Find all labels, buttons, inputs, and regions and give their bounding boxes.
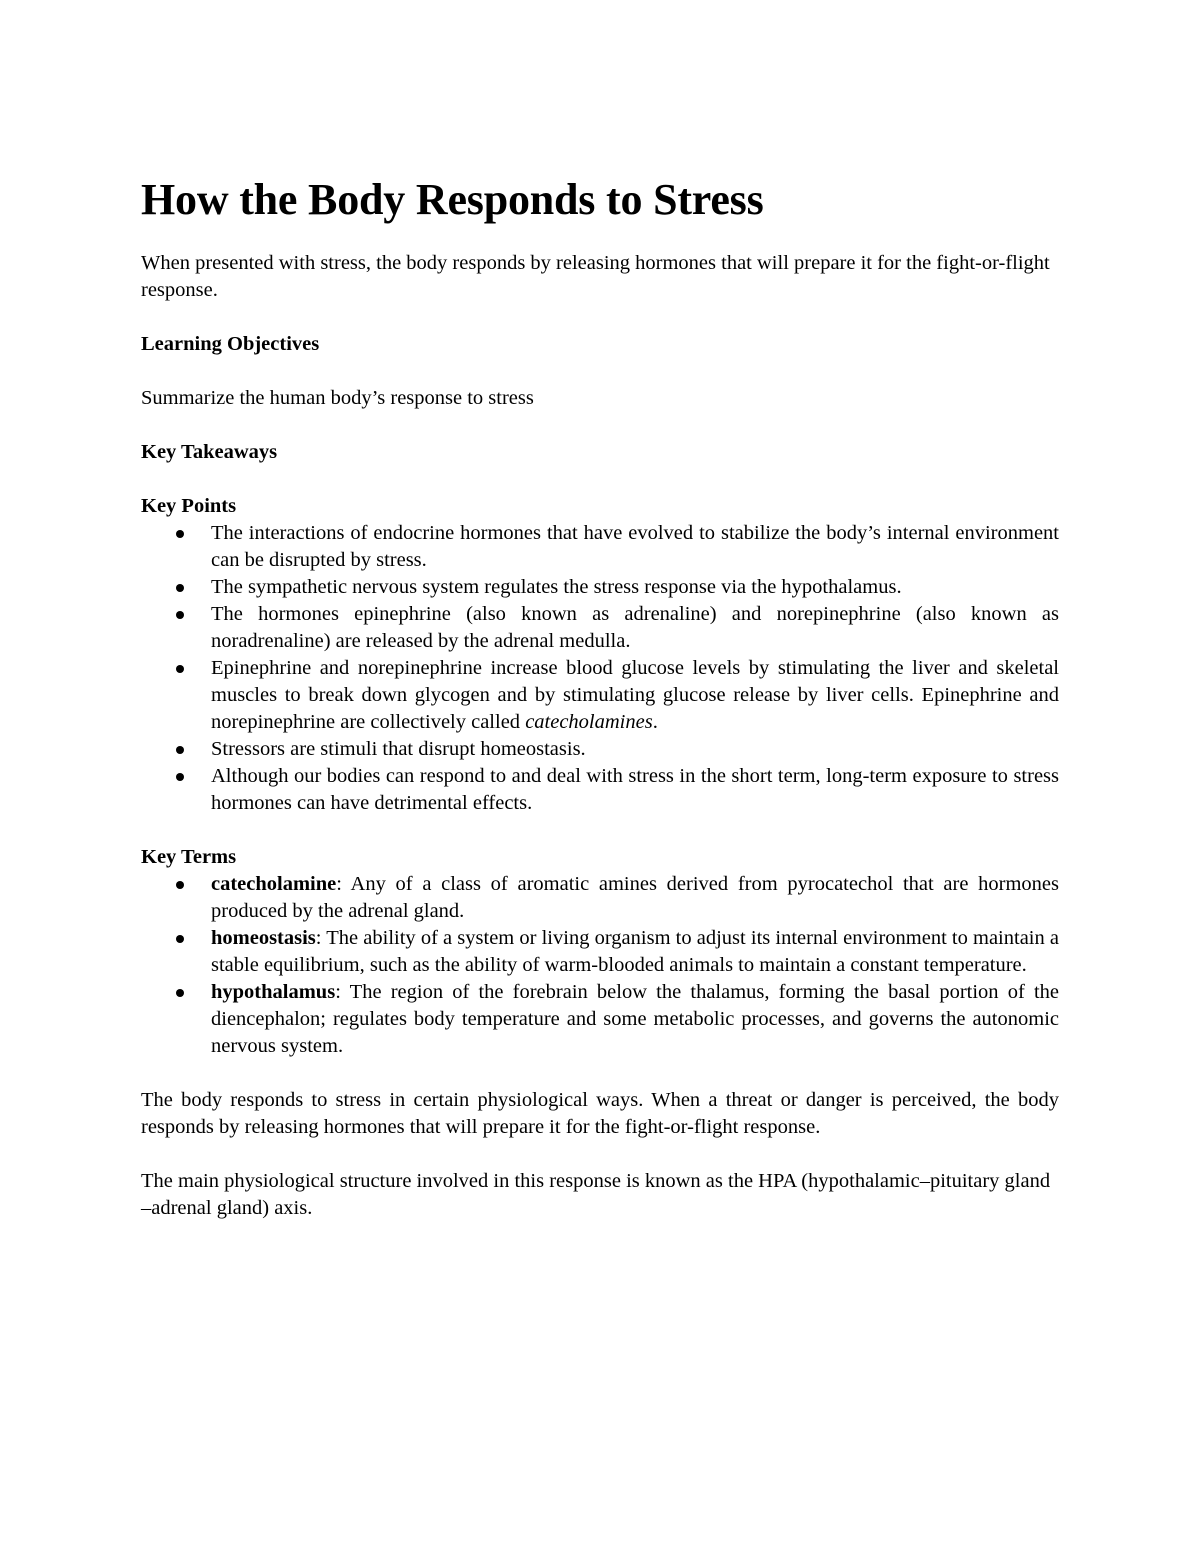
key-points-heading: Key Points [141, 495, 237, 517]
bullet-icon [176, 584, 184, 592]
key-point-end: . [652, 711, 658, 733]
key-term-item [141, 925, 1059, 979]
bullet-icon [176, 773, 184, 781]
body-paragraph: The body responds to stress in certain physiological ways. When a threat or danger is perceived, the body responds by releasing hormones that will prepare it for the fight-or-flight response. [141, 1089, 1059, 1138]
key-term-definition: : The region of the forebrain below the thalamus, forming the basal portion of the diencephalon; regulates body temperature and some metabolic processes, and governs the autonomic nervous system. [211, 981, 1059, 1057]
key-term-definition: : Any of a class of aromatic amines derived from pyrocatechol that are hormones produced by the adrenal gland. [211, 873, 1059, 922]
key-point-item [141, 763, 1059, 817]
bullet-icon [176, 989, 184, 997]
key-term-name: hypothalamus [211, 981, 336, 1003]
bullet-icon [176, 746, 184, 754]
key-term-name: homeostasis [211, 927, 316, 949]
key-point-text: The interactions of endocrine hormones that have evolved to stabilize the body’s internal environment can be disrupted by stress. [211, 522, 1059, 571]
bullet-icon [176, 665, 184, 673]
key-term-item [141, 871, 1059, 925]
body-paragraph: The main physiological structure involved in this response is known as the HPA (hypothalamic–pituitary gland –adrenal gland) axis. [141, 1170, 1051, 1219]
key-point-item [141, 655, 1059, 736]
key-terms-list [141, 871, 1059, 1060]
bullet-icon [176, 881, 184, 889]
key-takeaways-heading: Key Takeaways [141, 441, 278, 463]
intro-paragraph: When presented with stress, the body responds by releasing hormones that will prepare it for the fight-or-flight response. [141, 252, 1050, 301]
document-page [141, 172, 1059, 1222]
key-point-text: Stressors are stimuli that disrupt homeostasis. [211, 738, 586, 760]
key-point-item [141, 601, 1059, 655]
key-term-definition: : The ability of a system or living organism to adjust its internal environment to maintain a stable equilibrium, such as the ability of warm-blooded animals to maintain a constant temperature. [211, 927, 1059, 976]
key-point-text: Although our bodies can respond to and deal with stress in the short term, long-term exposure to stress hormones can have detrimental effects. [211, 765, 1059, 814]
bullet-icon [176, 935, 184, 943]
learning-objective-text: Summarize the human body’s response to stress [141, 387, 534, 409]
key-points-list [141, 520, 1059, 817]
key-point-item [141, 574, 1059, 601]
key-terms-heading: Key Terms [141, 846, 237, 868]
learning-objectives-heading: Learning Objectives [141, 333, 320, 355]
key-point-text: Epinephrine and norepinephrine increase blood glucose levels by stimulating the liver and skeletal muscles to break down glycogen and by stimulating glucose release by liver cells. Epinephrine and norepinephrine are collectively called [211, 657, 1059, 733]
key-point-emphasis: catecholamines [525, 711, 653, 733]
key-term-name: catecholamine [211, 873, 337, 895]
key-term-item [141, 979, 1059, 1060]
bullet-icon [176, 530, 184, 538]
key-point-text: The hormones epinephrine (also known as adrenaline) and norepinephrine (also known as noradrenaline) are released by the adrenal medulla. [211, 603, 1059, 652]
key-point-text: The sympathetic nervous system regulates the stress response via the hypothalamus. [211, 576, 902, 598]
key-point-item [141, 520, 1059, 574]
page-title: How the Body Responds to Stress [141, 175, 764, 224]
bullet-icon [176, 611, 184, 619]
key-point-item [141, 736, 1059, 763]
